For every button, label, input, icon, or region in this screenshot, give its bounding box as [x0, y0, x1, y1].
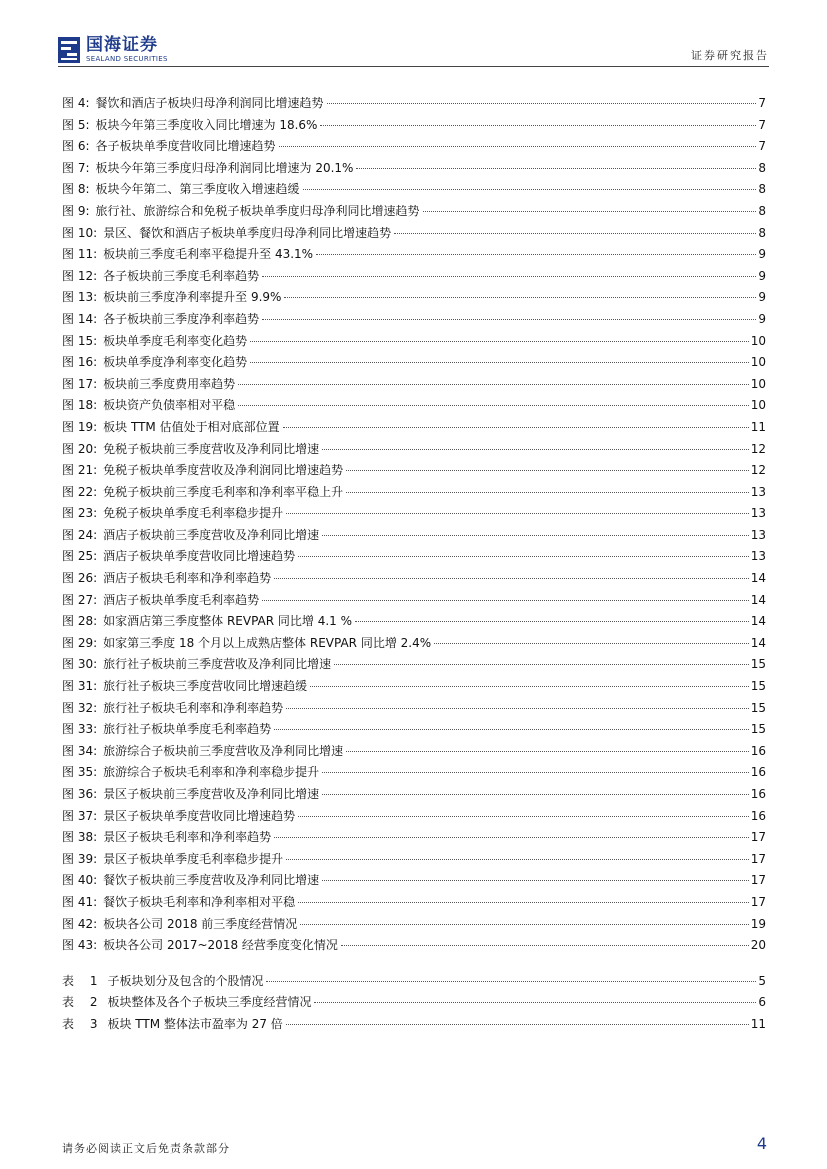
toc-figure-entry[interactable] — [62, 676, 766, 698]
toc-figure-entry[interactable] — [62, 914, 766, 936]
toc-figure-entry[interactable] — [62, 115, 766, 137]
entry-number: 图 19: — [62, 419, 98, 434]
entry-number: 图 39: — [62, 851, 98, 866]
dot-leader — [316, 254, 756, 255]
toc-figure-entry[interactable] — [62, 287, 766, 309]
entry-title: 板块整体及各个子板块三季度经营情况 — [107, 995, 312, 1010]
dot-leader — [274, 729, 749, 730]
toc-figure-entry[interactable] — [62, 266, 766, 288]
toc-figure-entry[interactable] — [62, 352, 766, 374]
entry-title: 板块单季度净利率变化趋势 — [103, 355, 248, 370]
toc-figure-entry[interactable] — [62, 741, 766, 763]
dot-leader — [303, 189, 757, 190]
entry-number: 图 41: — [62, 894, 98, 909]
entry-number: 图 38: — [62, 830, 98, 845]
entry-title: 如家酒店第三季度整体 REVPAR 同比增 4.1 % — [103, 614, 353, 629]
table-of-contents — [62, 93, 766, 1036]
entry-number: 图 32: — [62, 700, 98, 715]
toc-figure-entry[interactable] — [62, 503, 766, 525]
entry-page-number: 7 — [758, 96, 766, 110]
entry-page-number: 13 — [750, 506, 766, 521]
dot-leader — [286, 1024, 749, 1025]
entry-number: 图 20: — [62, 441, 98, 456]
toc-figure-entry[interactable] — [62, 374, 766, 396]
dot-leader — [423, 211, 757, 212]
entry-number: 图 42: — [62, 916, 98, 931]
entry-page-number: 17 — [750, 851, 766, 866]
entry-page-number: 13 — [750, 484, 766, 499]
entry-number: 图 30: — [62, 657, 98, 672]
entry-number: 图 7: — [62, 160, 90, 175]
dot-leader — [262, 600, 749, 601]
entry-page-number: 19 — [750, 916, 766, 931]
toc-figure-entry[interactable] — [62, 439, 766, 461]
entry-page-number: 15 — [750, 722, 766, 737]
toc-figure-entry[interactable] — [62, 525, 766, 547]
toc-figure-entry[interactable] — [62, 719, 766, 741]
dot-leader — [284, 297, 756, 298]
brand-name-cn: 国海证券 — [86, 35, 158, 55]
entry-page-number: 14 — [750, 592, 766, 607]
entry-number: 图 25: — [62, 549, 98, 564]
entry-page-number: 5 — [758, 973, 766, 988]
entry-title: 如家第三季度 18 个月以上成熟店整体 REVPAR 同比增 2.4% — [103, 635, 432, 650]
list-gap — [62, 957, 766, 971]
toc-figure-entry[interactable] — [62, 806, 766, 828]
entry-number: 表 1 — [62, 973, 104, 988]
entry-page-number: 17 — [750, 830, 766, 845]
toc-figure-entry[interactable] — [62, 460, 766, 482]
toc-figure-entry[interactable] — [62, 698, 766, 720]
entry-title: 板块前三季度费用率趋势 — [103, 376, 236, 391]
entry-number: 图 37: — [62, 808, 98, 823]
toc-figure-entry[interactable] — [62, 784, 766, 806]
dot-leader — [320, 125, 756, 126]
entry-page-number: 12 — [750, 463, 766, 478]
entry-page-number: 8 — [758, 203, 766, 218]
dot-leader — [322, 449, 749, 450]
dot-leader — [322, 535, 749, 536]
toc-figure-entry[interactable] — [62, 611, 766, 633]
toc-figure-entry[interactable] — [62, 654, 766, 676]
dot-leader — [322, 880, 749, 881]
footer-disclaimer: 请务必阅读正文后免责条款部分 — [62, 1142, 230, 1155]
toc-figure-entry[interactable] — [62, 482, 766, 504]
entry-page-number: 11 — [750, 1016, 766, 1031]
entry-number: 图 28: — [62, 614, 98, 629]
entry-title: 景区子板块毛利率和净利率趋势 — [103, 830, 272, 845]
dot-leader — [346, 492, 749, 493]
dot-leader — [394, 233, 756, 234]
toc-figure-entry[interactable] — [62, 827, 766, 849]
entry-number: 图 23: — [62, 506, 98, 521]
dot-leader — [266, 981, 756, 982]
toc-figure-entry[interactable] — [62, 892, 766, 914]
toc-figure-entry[interactable] — [62, 93, 766, 115]
entry-title: 板块 TTM 估值处于相对底部位置 — [103, 419, 280, 434]
entry-number: 图 8: — [62, 182, 90, 197]
entry-number: 图 35: — [62, 765, 98, 780]
entry-number: 图 24: — [62, 527, 98, 542]
dot-leader — [334, 664, 749, 665]
toc-figure-entry[interactable] — [62, 870, 766, 892]
entry-title: 酒店子板块前三季度营收及净利同比增速 — [103, 527, 320, 542]
entry-number: 图 34: — [62, 743, 98, 758]
dot-leader — [356, 168, 756, 169]
header-divider — [58, 66, 769, 67]
entry-number: 图 12: — [62, 268, 98, 283]
entry-title: 餐饮子板块毛利率和净利率相对平稳 — [103, 894, 296, 909]
entry-page-number: 14 — [750, 635, 766, 650]
toc-figure-entry[interactable] — [62, 158, 766, 180]
entry-title: 板块 TTM 整体法市盈率为 27 倍 — [107, 1016, 283, 1031]
entry-number: 图 36: — [62, 787, 98, 801]
dot-leader — [250, 362, 749, 363]
toc-figure-entry[interactable] — [62, 762, 766, 784]
entry-page-number: 13 — [750, 549, 766, 564]
dot-leader — [286, 513, 749, 514]
dot-leader — [322, 794, 749, 795]
toc-figure-entry[interactable] — [62, 179, 766, 201]
entry-number: 图 27: — [62, 592, 98, 607]
entry-page-number: 7 — [758, 117, 766, 132]
entry-title: 各子板块前三季度毛利率趋势 — [103, 268, 260, 283]
entry-number: 图 4: — [62, 96, 90, 110]
sealand-logo-icon — [58, 37, 80, 63]
entry-title: 板块今年第三季度归母净利润同比增速为 20.1% — [95, 160, 354, 175]
dot-leader — [279, 146, 757, 147]
entry-number: 图 26: — [62, 571, 98, 586]
entry-title: 板块前三季度净利率提升至 9.9% — [103, 290, 282, 305]
dot-leader — [286, 708, 749, 709]
entry-title: 旅游综合子板块毛利率和净利率稳步提升 — [103, 765, 320, 780]
dot-leader — [274, 578, 749, 579]
entry-page-number: 15 — [750, 657, 766, 672]
entry-title: 各子板块前三季度净利率趋势 — [103, 311, 260, 326]
entry-title: 景区、餐饮和酒店子板块单季度归母净利同比增速趋势 — [103, 225, 392, 240]
entry-title: 景区子板块单季度营收同比增速趋势 — [103, 808, 296, 823]
dot-leader — [434, 643, 749, 644]
entry-page-number: 17 — [750, 873, 766, 888]
entry-page-number: 9 — [758, 247, 766, 262]
entry-page-number: 9 — [758, 311, 766, 326]
entry-title: 旅行社子板块三季度营收同比增速趋缓 — [103, 679, 308, 694]
entry-page-number: 16 — [750, 743, 766, 758]
dot-leader — [262, 276, 756, 277]
entry-number: 图 22: — [62, 484, 98, 499]
entry-title: 景区子板块单季度毛利率稳步提升 — [103, 851, 284, 866]
entry-title: 板块资产负债率相对平稳 — [103, 398, 236, 413]
entry-number: 图 21: — [62, 463, 98, 478]
entry-title: 免税子板块前三季度营收及净利同比增速 — [103, 441, 320, 456]
entry-page-number: 11 — [750, 419, 766, 434]
entry-title: 餐饮和酒店子板块归母净利润同比增速趋势 — [95, 96, 324, 110]
toc-figure-entry[interactable] — [62, 309, 766, 331]
table-list — [62, 971, 766, 1036]
entry-number: 图 31: — [62, 679, 98, 694]
toc-figure-entry[interactable] — [62, 395, 766, 417]
entry-number: 图 6: — [62, 139, 90, 154]
dot-leader — [314, 1002, 756, 1003]
entry-number: 图 9: — [62, 203, 90, 218]
entry-title: 免税子板块前三季度毛利率和净利率平稳上升 — [103, 484, 344, 499]
entry-number: 图 10: — [62, 225, 98, 240]
entry-number: 图 13: — [62, 290, 98, 305]
dot-leader — [238, 384, 749, 385]
entry-number: 图 29: — [62, 635, 98, 650]
entry-title: 板块单季度毛利率变化趋势 — [103, 333, 248, 348]
entry-title: 旅行社子板块前三季度营收及净利同比增速 — [103, 657, 332, 672]
entry-title: 旅行社、旅游综合和免税子板块单季度归母净利同比增速趋势 — [95, 203, 420, 218]
toc-figure-entry[interactable] — [62, 590, 766, 612]
dot-leader — [262, 319, 756, 320]
toc-figure-entry[interactable] — [62, 935, 766, 957]
entry-page-number: 8 — [758, 225, 766, 240]
dot-leader — [298, 556, 749, 557]
dot-leader — [310, 686, 749, 687]
entry-page-number: 16 — [750, 808, 766, 823]
entry-title: 板块前三季度毛利率平稳提升至 43.1% — [103, 247, 314, 262]
entry-page-number: 10 — [750, 333, 766, 348]
entry-number: 图 18: — [62, 398, 98, 413]
entry-title: 免税子板块单季度毛利率稳步提升 — [103, 506, 284, 521]
entry-page-number: 14 — [750, 614, 766, 629]
entry-title: 子板块划分及包含的个股情况 — [107, 973, 264, 988]
figure-list — [62, 93, 766, 957]
footer-page-number: 4 — [756, 1134, 767, 1153]
entry-page-number: 14 — [750, 571, 766, 586]
entry-number: 图 16: — [62, 355, 98, 370]
entry-page-number: 10 — [750, 355, 766, 370]
toc-figure-entry[interactable] — [62, 546, 766, 568]
entry-page-number: 7 — [758, 139, 766, 154]
dot-leader — [250, 341, 749, 342]
dot-leader — [298, 816, 749, 817]
entry-number: 表 2 — [62, 995, 104, 1010]
entry-title: 旅行社子板块毛利率和净利率趋势 — [103, 700, 284, 715]
entry-title: 板块各公司 2017~2018 经营季度变化情况 — [103, 938, 338, 953]
toc-table-entry[interactable] — [62, 992, 766, 1014]
report-type-label: 证券研究报告 — [691, 49, 769, 62]
toc-figure-entry[interactable] — [62, 417, 766, 439]
toc-figure-entry[interactable] — [62, 201, 766, 223]
entry-title: 板块各公司 2018 前三季度经营情况 — [103, 916, 298, 931]
dot-leader — [238, 405, 749, 406]
entry-page-number: 9 — [758, 268, 766, 283]
entry-title: 板块今年第三季度收入同比增速为 18.6% — [95, 117, 318, 132]
brand-name-en: SEALAND SECURITIES — [86, 55, 168, 63]
toc-figure-entry[interactable] — [62, 633, 766, 655]
dot-leader — [327, 103, 757, 104]
entry-title: 各子板块单季度营收同比增速趋势 — [95, 139, 276, 154]
entry-number: 图 5: — [62, 117, 90, 132]
entry-page-number: 17 — [750, 894, 766, 909]
entry-page-number: 15 — [750, 700, 766, 715]
entry-number: 图 15: — [62, 333, 98, 348]
toc-figure-entry[interactable] — [62, 849, 766, 871]
dot-leader — [341, 945, 749, 946]
entry-title: 酒店子板块毛利率和净利率趋势 — [103, 571, 272, 586]
entry-title: 景区子板块前三季度营收及净利同比增速 — [103, 787, 320, 801]
toc-figure-entry[interactable] — [62, 223, 766, 245]
dot-leader — [346, 470, 749, 471]
toc-figure-entry[interactable] — [62, 136, 766, 158]
toc-figure-entry[interactable] — [62, 244, 766, 266]
entry-page-number: 8 — [758, 160, 766, 175]
dot-leader — [274, 837, 749, 838]
toc-table-entry[interactable] — [62, 971, 766, 993]
entry-number: 表 3 — [62, 1016, 104, 1031]
entry-page-number: 8 — [758, 182, 766, 197]
entry-title: 免税子板块单季度营收及净利润同比增速趋势 — [103, 463, 344, 478]
entry-number: 图 11: — [62, 247, 98, 262]
entry-title: 酒店子板块单季度毛利率趋势 — [103, 592, 260, 607]
entry-number: 图 14: — [62, 311, 98, 326]
dot-leader — [283, 427, 749, 428]
entry-page-number: 12 — [750, 441, 766, 456]
entry-number: 图 33: — [62, 722, 98, 737]
dot-leader — [346, 751, 749, 752]
entry-number: 图 43: — [62, 938, 98, 953]
dot-leader — [322, 772, 749, 773]
entry-title: 板块今年第二、第三季度收入增速趋缓 — [95, 182, 300, 197]
entry-page-number: 10 — [750, 398, 766, 413]
entry-page-number: 20 — [750, 938, 766, 953]
entry-title: 酒店子板块单季度营收同比增速趋势 — [103, 549, 296, 564]
dot-leader — [298, 902, 749, 903]
dot-leader — [286, 859, 749, 860]
entry-title: 旅行社子板块单季度毛利率趋势 — [103, 722, 272, 737]
entry-number: 图 40: — [62, 873, 98, 888]
entry-title: 旅游综合子板块前三季度营收及净利同比增速 — [103, 743, 344, 758]
entry-page-number: 10 — [750, 376, 766, 391]
page-header — [0, 0, 827, 70]
toc-table-entry[interactable] — [62, 1014, 766, 1036]
entry-page-number: 16 — [750, 765, 766, 780]
entry-page-number: 13 — [750, 527, 766, 542]
entry-page-number: 15 — [750, 679, 766, 694]
entry-number: 图 17: — [62, 376, 98, 391]
toc-figure-entry[interactable] — [62, 331, 766, 353]
entry-page-number: 9 — [758, 290, 766, 305]
entry-page-number: 16 — [750, 787, 766, 801]
dot-leader — [355, 621, 749, 622]
toc-figure-entry[interactable] — [62, 568, 766, 590]
dot-leader — [300, 924, 748, 925]
entry-page-number: 6 — [758, 995, 766, 1010]
entry-title: 餐饮子板块前三季度营收及净利同比增速 — [103, 873, 320, 888]
